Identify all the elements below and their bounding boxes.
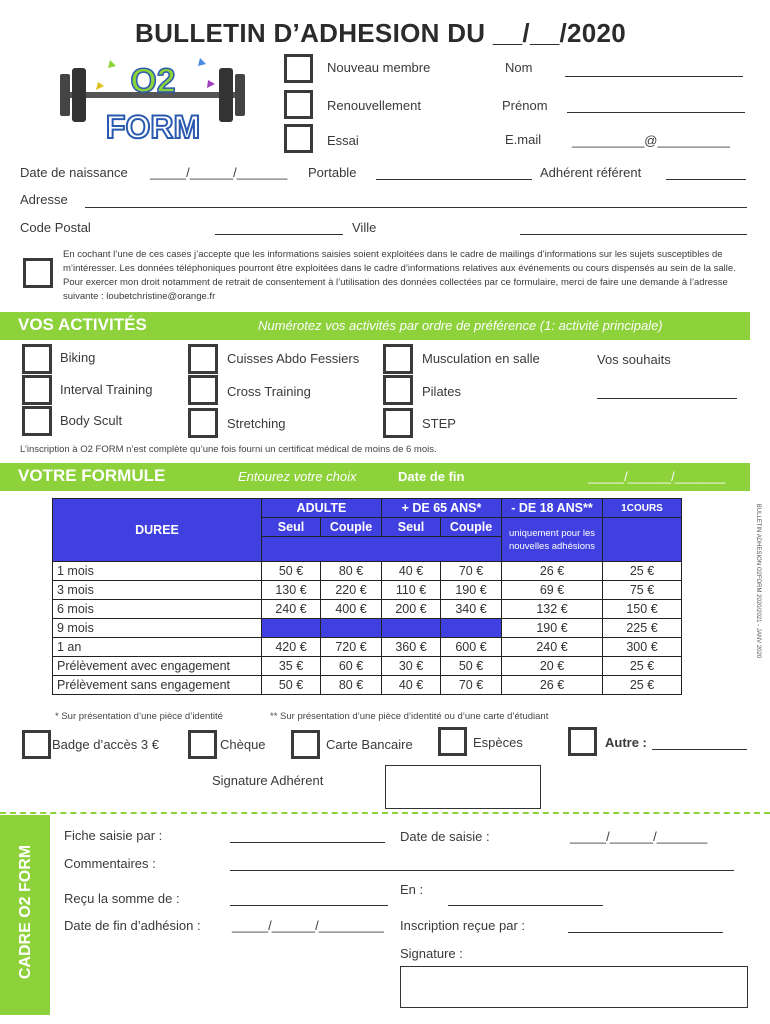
price-cell[interactable]: 30 € [382, 657, 441, 676]
price-cell[interactable]: 600 € [441, 638, 502, 657]
price-cell[interactable]: 360 € [382, 638, 441, 657]
price-cell[interactable]: 50 € [262, 676, 321, 695]
duree-cell: 9 mois [53, 619, 262, 638]
duree-cell: Prélèvement avec engagement [53, 657, 262, 676]
price-cell[interactable]: 132 € [502, 600, 603, 619]
price-cell[interactable]: 200 € [382, 600, 441, 619]
activity-checkbox-interval[interactable] [22, 375, 52, 405]
autre-label: Autre : [605, 735, 647, 750]
date-naissance-label: Date de naissance [20, 165, 128, 180]
side-text: BULLETIN ADHESION O2FORM 2020/2021 - JANV 2020 [755, 503, 761, 659]
duree-cell: 1 an [53, 638, 262, 657]
price-row[interactable] [53, 619, 682, 638]
code-postal-field[interactable] [215, 234, 343, 235]
price-row[interactable] [53, 638, 682, 657]
renouvellement-checkbox[interactable] [284, 90, 313, 119]
essai-checkbox[interactable] [284, 124, 313, 153]
price-cell[interactable] [321, 619, 382, 638]
prenom-field[interactable] [567, 112, 745, 113]
certificat-note: L’inscription à O2 FORM n’est complète qu’une fois fourni un certificat médical de moins de 6 mois. [20, 444, 437, 455]
signature-adherent-box[interactable] [385, 765, 541, 809]
price-cell[interactable]: 26 € [502, 562, 603, 581]
price-cell[interactable]: 240 € [262, 600, 321, 619]
carte-label: Carte Bancaire [326, 737, 413, 752]
cheque-label: Chèque [220, 737, 266, 752]
activites-subheading: Numérotez vos activités par ordre de préférence (1: activité principale) [258, 318, 663, 333]
logo-o2: O2 [130, 62, 176, 100]
cheque-checkbox[interactable] [188, 730, 217, 759]
footnote-2: ** Sur présentation d’une pièce d’identité ou d’une carte d’étudiant [270, 711, 549, 722]
price-cell[interactable]: 70 € [441, 676, 502, 695]
en-label: En : [400, 882, 424, 897]
price-row[interactable] [53, 562, 682, 581]
price-cell[interactable]: 150 € [603, 600, 682, 619]
date-fin-adhesion-label: Date de fin d’adhésion : [64, 918, 201, 933]
date-naissance-field[interactable]: _____/______/_______ [150, 165, 288, 180]
souhaits-field[interactable] [597, 398, 737, 399]
inscription-label: Inscription reçue par : [400, 918, 526, 933]
formule-subheading: Entourez votre choix [238, 469, 357, 484]
price-cell[interactable]: 40 € [382, 562, 441, 581]
price-cell[interactable]: 240 € [502, 638, 603, 657]
price-cell[interactable]: 75 € [603, 581, 682, 600]
price-row[interactable] [53, 657, 682, 676]
carte-checkbox[interactable] [291, 730, 320, 759]
adulte-couple-header: Couple [321, 518, 382, 537]
activity-label-pilates: Pilates [422, 384, 462, 399]
activity-checkbox-bodyscult[interactable] [22, 406, 52, 436]
price-cell[interactable]: 80 € [321, 562, 382, 581]
price-cell[interactable]: 130 € [262, 581, 321, 600]
activites-heading: VOS ACTIVITÉS [18, 315, 147, 334]
autre-field[interactable] [652, 749, 747, 750]
activity-label-cross: Cross Training [227, 384, 311, 399]
price-cell[interactable] [262, 619, 321, 638]
commentaires-field[interactable] [230, 870, 734, 871]
ville-field[interactable] [520, 234, 747, 235]
price-cell[interactable]: 225 € [603, 619, 682, 638]
price-cell[interactable]: 340 € [441, 600, 502, 619]
portable-label: Portable [308, 165, 357, 180]
price-cell[interactable]: 69 € [502, 581, 603, 600]
date-fin-adhesion-field[interactable]: _____/______/_________ [232, 918, 384, 933]
duree-cell: 1 mois [53, 562, 262, 581]
renouvellement-label: Renouvellement [327, 98, 421, 113]
date-fin-label: Date de fin [398, 469, 465, 484]
price-cell[interactable]: 220 € [321, 581, 382, 600]
activity-checkbox-pilates[interactable] [383, 375, 413, 405]
adulte-header: ADULTE [262, 499, 382, 518]
fiche-label: Fiche saisie par : [64, 828, 163, 843]
nom-field[interactable] [565, 76, 743, 77]
price-cell[interactable]: 25 € [603, 562, 682, 581]
price-cell[interactable]: 50 € [441, 657, 502, 676]
date-saisie-field[interactable]: _____/______/_______ [570, 829, 708, 844]
ville-label: Ville [352, 220, 377, 235]
formule-band [0, 463, 750, 491]
price-cell[interactable]: 40 € [382, 676, 441, 695]
price-cell[interactable]: 26 € [502, 676, 603, 695]
adresse-field[interactable] [85, 207, 747, 208]
especes-checkbox[interactable] [438, 727, 467, 756]
badge-checkbox[interactable] [22, 730, 51, 759]
portable-field[interactable] [376, 179, 532, 180]
activity-label-stretching: Stretching [227, 416, 286, 431]
cours-header: 1COURS [603, 499, 682, 518]
activity-checkbox-musculation[interactable] [383, 344, 413, 374]
badge-label: Badge d’accès 3 € [52, 737, 159, 752]
duree-cell: 3 mois [53, 581, 262, 600]
adulte-seul-header: Seul [262, 518, 321, 537]
autre-checkbox[interactable] [568, 727, 597, 756]
especes-label: Espèces [473, 735, 523, 750]
adherent-referent-label: Adhérent référent [540, 165, 642, 180]
price-cell[interactable]: 25 € [603, 657, 682, 676]
activity-checkbox-cross[interactable] [188, 375, 218, 405]
activity-checkbox-biking[interactable] [22, 344, 52, 374]
price-cell[interactable]: 25 € [603, 676, 682, 695]
duree-header: DUREE [53, 499, 262, 562]
activity-label-interval: Interval Training [60, 382, 153, 397]
senior-seul-header: Seul [382, 518, 441, 537]
price-cell[interactable]: 20 € [502, 657, 603, 676]
consent-text: En cochant l’une de ces cases j’accepte que les informations saisies soient exploitées dans le cadre de mailings d’informations sur les sujets susceptibles de m’intéresser. Les données téléphoniques pourront être exploitées dans le cadre d’informations relatives aux événements ou cours dispensés au sein de la salle. Pour exercer mon droit notamment de retrait de consentement à l’utilisation des données collectées par ce formulaire, merci de faire une demande à l’adresse suivante : loubetchristine@orange.fr [63, 249, 736, 302]
activity-checkbox-cuisses[interactable] [188, 344, 218, 374]
activity-checkbox-stretching[interactable] [188, 408, 218, 438]
souhaits-label: Vos souhaits [597, 352, 671, 367]
price-row[interactable] [53, 581, 682, 600]
signature-cadre-label: Signature : [400, 946, 463, 961]
activity-checkbox-step[interactable] [383, 408, 413, 438]
price-cell[interactable]: 300 € [603, 638, 682, 657]
consent-checkbox[interactable] [23, 258, 53, 288]
activity-label-biking: Biking [60, 350, 96, 365]
junior-header: - DE 18 ANS** [502, 499, 603, 518]
price-table [52, 498, 682, 695]
recu-field[interactable] [230, 905, 388, 906]
price-cell[interactable]: 420 € [262, 638, 321, 657]
nouveau-membre-label: Nouveau membre [327, 60, 431, 75]
cadre-label: CADRE O2 FORM [17, 844, 34, 980]
price-cell[interactable]: 60 € [321, 657, 382, 676]
cadre-band [0, 815, 50, 1015]
price-row[interactable] [53, 676, 682, 695]
signature-adherent-label: Signature Adhérent [212, 773, 324, 788]
footnote-1: * Sur présentation d’une pièce d’identité [55, 711, 223, 722]
junior-note: uniquement pour les nouvelles adhésions [502, 518, 603, 562]
en-field[interactable] [448, 905, 603, 906]
price-cell[interactable]: 80 € [321, 676, 382, 695]
formule-heading: VOTRE FORMULE [18, 466, 166, 485]
nouveau-membre-checkbox[interactable] [284, 54, 313, 83]
nom-label: Nom [505, 60, 533, 75]
code-postal-label: Code Postal [20, 220, 91, 235]
adresse-label: Adresse [20, 192, 68, 207]
email-field[interactable]: __________@__________ [572, 133, 730, 148]
date-fin-field[interactable]: _____/______/_______ [588, 469, 726, 484]
adherent-referent-field[interactable] [666, 179, 746, 180]
price-cell[interactable] [441, 619, 502, 638]
fiche-field[interactable] [230, 842, 385, 843]
duree-cell: 6 mois [53, 600, 262, 619]
price-cell[interactable]: 110 € [382, 581, 441, 600]
cut-line [0, 812, 770, 814]
price-cell[interactable]: 400 € [321, 600, 382, 619]
price-row[interactable] [53, 600, 682, 619]
o2form-logo [50, 52, 255, 152]
email-label: E.mail [505, 132, 542, 147]
duree-cell: Prélèvement sans engagement [53, 676, 262, 695]
price-cell[interactable]: 70 € [441, 562, 502, 581]
inscription-field[interactable] [568, 932, 723, 933]
price-cell[interactable]: 35 € [262, 657, 321, 676]
price-cell[interactable]: 190 € [502, 619, 603, 638]
activity-label-bodyscult: Body Scult [60, 413, 123, 428]
activites-band [0, 312, 750, 340]
activity-label-musculation: Musculation en salle [422, 351, 540, 366]
price-cell[interactable]: 190 € [441, 581, 502, 600]
price-cell[interactable]: 50 € [262, 562, 321, 581]
date-saisie-label: Date de saisie : [400, 829, 490, 844]
activity-label-cuisses: Cuisses Abdo Fessiers [227, 351, 360, 366]
logo-form: FORM [105, 109, 201, 145]
senior-couple-header: Couple [441, 518, 502, 537]
page-title: BULLETIN D’ADHESION DU __/__/2020 [135, 18, 627, 48]
price-cell[interactable] [382, 619, 441, 638]
activity-label-step: STEP [422, 416, 456, 431]
recu-label: Reçu la somme de : [64, 891, 180, 906]
commentaires-label: Commentaires : [64, 856, 156, 871]
senior-header: + DE 65 ANS* [382, 499, 502, 518]
price-cell[interactable]: 720 € [321, 638, 382, 657]
signature-cadre-box[interactable] [400, 966, 748, 1008]
prenom-label: Prénom [502, 98, 548, 113]
essai-label: Essai [327, 133, 359, 148]
